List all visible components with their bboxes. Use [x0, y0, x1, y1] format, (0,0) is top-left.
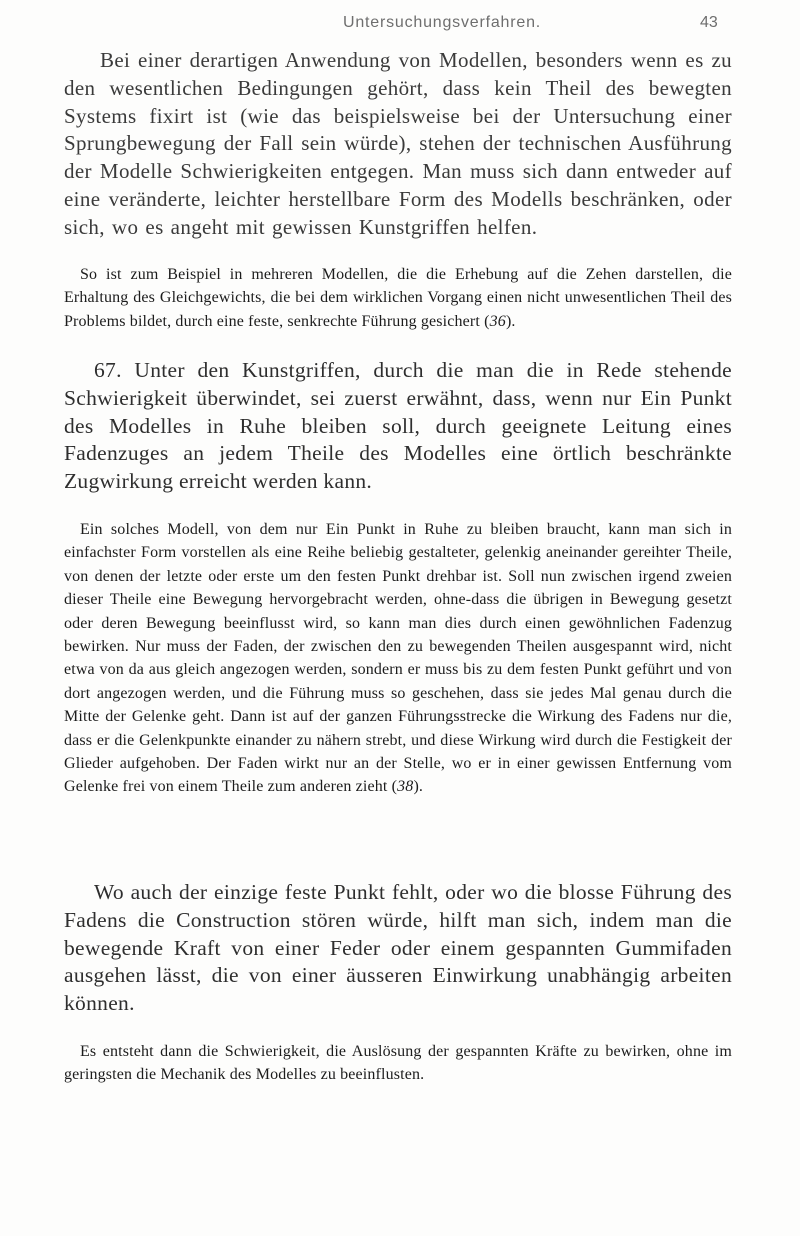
note-text: [64, 263, 732, 333]
note-text: Es entsteht dann die Schwierigkeit, die Auslösung der gespannten Kräfte zu bewirken, ohne im geringsten die Mechanik des Modelles zu beeinflusten.: [64, 1043, 732, 1084]
note-body: So ist zum Beispiel in mehreren Modellen, die die Erhebung auf die Zehen darstellen, die Erhaltung des Gleichgewichts, die bei dem wirklichen Vorgang einen nicht unwesentlichen Theil des Problems bildet, durch eine feste, senkrechte Führung gesichert (: [64, 266, 732, 330]
section-67: [64, 357, 732, 496]
note-end: ).: [505, 312, 516, 330]
note-body: Ein solches Modell, von dem nur Ein Punkt in Ruhe zu bleiben braucht, kann man sich in einfachster Form vorstellen als eine Reihe beliebig gestalteter, gelenkig aneinander gereihter Theile, von denen der letzte oder erste um den festen Punkt drehbar ist. Soll nun zwischen irgend zweien dieser Theile eine Bewegung hervorgebracht werden, ohne-dass die übrigen in Bewegung gesetzt oder deren Bewegung beeinflusst wird, so kann man dies durch einen gewöhnlichen Fadenzug bewirken. Nur muss der Faden, der zwischen den zu bewegenden Theilen ausgespannt wird, nicht etwa von da aus gleich angezogen werden, sondern er muss bis zu dem festen Punkt geführt und von dort angezogen werden, und die Führung muss so geschehen, dass sie jedes Mal genau durch die Mitte der Gelenke geht. Dann ist auf der ganzen Führungsstrecke die Wirkung des Fadens nur die, dass er die Gelenkpunkte einander zu nähern strebt, und diese Wirkung wird durch die Festigkeit der Glieder aufgehoben. Der Faden wirkt nur an der Stelle, wo er in einer gewissen Entfernung vom Gelenke frei von einem Theile zum anderen zieht (: [64, 521, 732, 796]
note-example-zehen: [64, 263, 732, 333]
section-text: 67. Unter den Kunstgriffen, durch die man die in Rede stehende Schwierigkeit überwindet, sei zuerst erwähnt, dass, wenn nur Ein Punkt des Modelles in Ruhe bleiben soll, durch geeignete Leitung eines Fadenzuges an jedem Theile des Modelles eine örtlich beschränkte Zugwirkung erreicht werden kann.: [64, 358, 732, 494]
paragraph-text: Bei einer derartigen Anwendung von Modellen, besonders wenn es zu den wesentlichen Bedingungen gehört, dass kein Theil des bewegten Systems fixirt ist (wie das beispielsweise bei der Untersuchung einer Sprungbewegung der Fall sein würde), stehen der technischen Ausführung der Modelle Schwierigkeiten entgegen. Man muss sich dann entweder auf eine veränderte, leichter herstellbare Form des Modells beschränken, oder sich, wo es angeht mit gewissen Kunstgriffen helfen.: [64, 48, 732, 239]
note-end: ).: [413, 778, 424, 796]
figure-reference: 38: [397, 778, 414, 796]
figure-reference: 36: [489, 312, 506, 330]
note-ausloesung: [64, 1040, 732, 1087]
page-number: 43: [700, 14, 718, 31]
paragraph-intro: [64, 47, 732, 242]
paragraph-feder: [64, 879, 732, 1018]
note-text: [64, 518, 732, 799]
note-fadenzug: [64, 518, 732, 799]
paragraph-text: Wo auch der einzige feste Punkt fehlt, oder wo die blosse Führung des Fadens die Construction stören würde, hilft man sich, indem man die bewegende Kraft von einer Feder oder einem gespannten Gummifaden ausgehen lässt, die von einer äusseren Einwirkung unabhängig arbeiten können.: [64, 880, 732, 1016]
page-header: [0, 14, 800, 40]
running-title: Untersuchungsverfahren.: [342, 14, 542, 31]
